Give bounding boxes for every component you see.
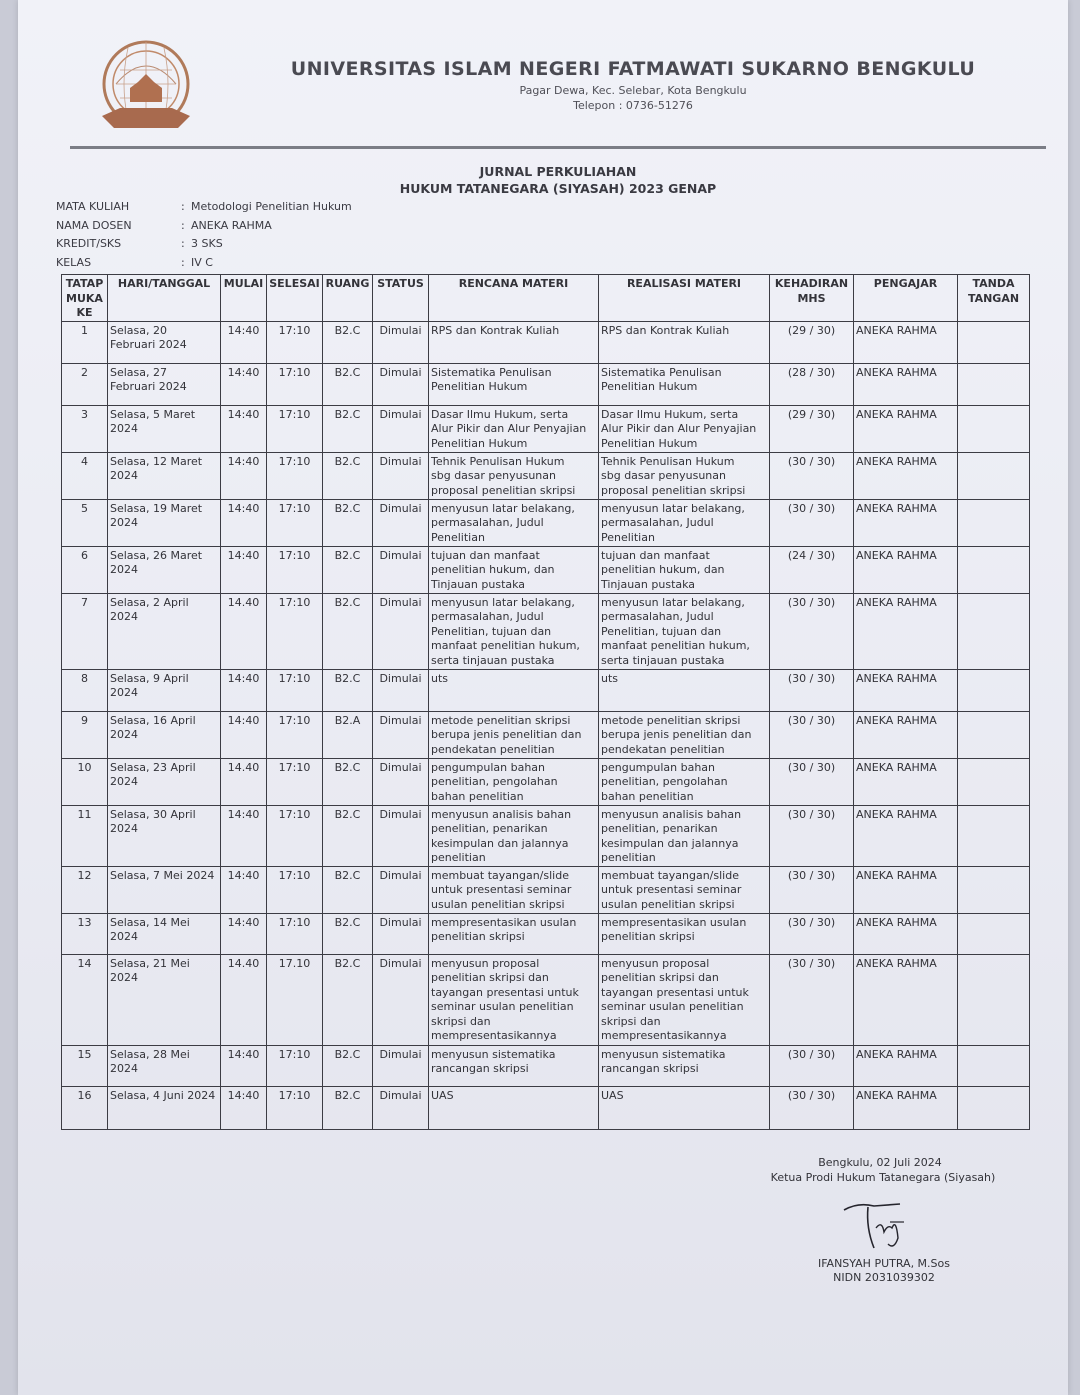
end-time-cell: 17:10 [267,669,323,711]
lecturer-cell: ANEKA RAHMA [854,913,958,954]
lecturer-cell: ANEKA RAHMA [854,546,958,593]
room-cell: B2.C [323,913,373,954]
status-cell: Dimulai [373,546,429,593]
status-cell: Dimulai [373,593,429,669]
table-row [62,866,1030,913]
start-time-cell: 14:40 [221,546,267,593]
meta-label: NAMA DOSEN [56,218,132,232]
meta-value: Metodologi Penelitian Hukum [191,200,352,213]
signature-place-date: Bengkulu, 02 Juli 2024 [818,1156,942,1169]
lecturer-cell: ANEKA RAHMA [854,405,958,452]
end-time-cell: 17:10 [267,866,323,913]
meta-row-lecturer [56,219,352,238]
attendance-cell: (30 / 30) [770,1086,854,1129]
status-cell: Dimulai [373,805,429,866]
lecturer-cell: ANEKA RAHMA [854,321,958,363]
end-time-cell: 17:10 [267,758,323,805]
column-header: SELESAI [267,275,323,322]
start-time-cell: 14:40 [221,711,267,758]
end-time-cell: 17:10 [267,1086,323,1129]
lecturer-cell: ANEKA RAHMA [854,593,958,669]
meeting-number-cell: 10 [62,758,108,805]
realized-material-cell: menyusun sistematika rancangan skripsi [599,1045,770,1086]
attendance-cell: (30 / 30) [770,954,854,1045]
lecture-journal-table-container [61,274,1030,1130]
attendance-cell: (30 / 30) [770,913,854,954]
room-cell: B2.C [323,805,373,866]
table-row [62,499,1030,546]
realized-material-cell: menyusun latar belakang, permasalahan, Judul Penelitian [599,499,770,546]
signature-cell-cell [958,805,1030,866]
table-row [62,1086,1030,1129]
planned-material-cell: RPS dan Kontrak Kuliah [429,321,599,363]
column-header: PENGAJAR [854,275,958,322]
meeting-number-cell: 12 [62,866,108,913]
room-cell: B2.C [323,1086,373,1129]
end-time-cell: 17:10 [267,913,323,954]
meta-separator: : [181,218,185,232]
attendance-cell: (30 / 30) [770,593,854,669]
table-row [62,669,1030,711]
attendance-cell: (30 / 30) [770,866,854,913]
table-row [62,321,1030,363]
meeting-date-cell: Selasa, 21 Mei 2024 [108,954,221,1045]
meeting-number-cell: 2 [62,363,108,405]
header-divider [70,146,1046,149]
table-row [62,546,1030,593]
signature-cell-cell [958,363,1030,405]
meeting-date-cell: Selasa, 2 April 2024 [108,593,221,669]
attendance-cell: (29 / 30) [770,405,854,452]
signature-cell-cell [958,321,1030,363]
start-time-cell: 14:40 [221,866,267,913]
realized-material-cell: RPS dan Kontrak Kuliah [599,321,770,363]
lecturer-cell: ANEKA RAHMA [854,711,958,758]
meeting-date-cell: Selasa, 30 April 2024 [108,805,221,866]
attendance-cell: (30 / 30) [770,499,854,546]
end-time-cell: 17:10 [267,405,323,452]
meeting-date-cell: Selasa, 23 April 2024 [108,758,221,805]
start-time-cell: 14:40 [221,452,267,499]
meeting-number-cell: 1 [62,321,108,363]
realized-material-cell: Sistematika Penulisan Penelitian Hukum [599,363,770,405]
signatory-nidn: NIDN 2031039302 [833,1271,935,1284]
column-header: TANDA TANGAN [958,275,1030,322]
start-time-cell: 14:40 [221,1045,267,1086]
signature-cell-cell [958,758,1030,805]
start-time-cell: 14:40 [221,1086,267,1129]
signature-cell-cell [958,954,1030,1045]
realized-material-cell: pengumpulan bahan penelitian, pengolahan bahan penelitian [599,758,770,805]
room-cell: B2.C [323,499,373,546]
meeting-date-cell: Selasa, 9 April 2024 [108,669,221,711]
meta-row-course [56,200,352,219]
start-time-cell: 14.40 [221,954,267,1045]
room-cell: B2.C [323,669,373,711]
status-cell: Dimulai [373,954,429,1045]
end-time-cell: 17:10 [267,499,323,546]
planned-material-cell: Tehnik Penulisan Hukum sbg dasar penyusunan proposal penelitian skripsi [429,452,599,499]
signature-cell-cell [958,866,1030,913]
meta-label: KELAS [56,255,92,269]
column-header: RENCANA MATERI [429,275,599,322]
meeting-number-cell: 9 [62,711,108,758]
signature-cell-cell [958,546,1030,593]
status-cell: Dimulai [373,866,429,913]
attendance-cell: (30 / 30) [770,1045,854,1086]
table-row [62,711,1030,758]
start-time-cell: 14:40 [221,321,267,363]
meta-separator: : [181,255,185,269]
attendance-cell: (29 / 30) [770,321,854,363]
table-row [62,954,1030,1045]
end-time-cell: 17:10 [267,452,323,499]
room-cell: B2.C [323,1045,373,1086]
attendance-cell: (30 / 30) [770,669,854,711]
room-cell: B2.A [323,711,373,758]
meeting-date-cell: Selasa, 20 Februari 2024 [108,321,221,363]
table-row [62,805,1030,866]
planned-material-cell: menyusun latar belakang, permasalahan, Judul Penelitian [429,499,599,546]
meeting-date-cell: Selasa, 27 Februari 2024 [108,363,221,405]
meeting-date-cell: Selasa, 4 Juni 2024 [108,1086,221,1129]
meeting-number-cell: 4 [62,452,108,499]
meta-value: IV C [191,255,213,269]
status-cell: Dimulai [373,363,429,405]
attendance-cell: (30 / 30) [770,758,854,805]
document-title: JURNAL PERKULIAHAN [479,164,637,179]
status-cell: Dimulai [373,405,429,452]
table-header-row [62,275,1030,322]
meeting-number-cell: 5 [62,499,108,546]
room-cell: B2.C [323,866,373,913]
lecturer-cell: ANEKA RAHMA [854,805,958,866]
planned-material-cell: metode penelitian skripsi berupa jenis penelitian dan pendekatan penelitian [429,711,599,758]
room-cell: B2.C [323,546,373,593]
meeting-number-cell: 15 [62,1045,108,1086]
attendance-cell: (30 / 30) [770,711,854,758]
table-row [62,593,1030,669]
column-header: HARI/TANGGAL [108,275,221,322]
realized-material-cell: menyusun proposal penelitian skripsi dan tayangan presentasi untuk seminar usulan penelitian skripsi dan mempresentasikannya [599,954,770,1045]
meta-separator: : [181,200,185,213]
meta-label: MATA KULIAH [56,200,130,213]
realized-material-cell: membuat tayangan/slide untuk presentasi seminar usulan penelitian skripsi [599,866,770,913]
room-cell: B2.C [323,405,373,452]
column-header: RUANG [323,275,373,322]
start-time-cell: 14:40 [221,805,267,866]
realized-material-cell: UAS [599,1086,770,1129]
status-cell: Dimulai [373,452,429,499]
start-time-cell: 14:40 [221,669,267,711]
end-time-cell: 17:10 [267,805,323,866]
status-cell: Dimulai [373,499,429,546]
lecturer-cell: ANEKA RAHMA [854,1086,958,1129]
end-time-cell: 17.10 [267,954,323,1045]
room-cell: B2.C [323,321,373,363]
signature-cell-cell [958,669,1030,711]
table-row [62,1045,1030,1086]
meeting-number-cell: 3 [62,405,108,452]
column-header: TATAP MUKA KE [62,275,108,322]
end-time-cell: 17:10 [267,1045,323,1086]
status-cell: Dimulai [373,711,429,758]
planned-material-cell: menyusun analisis bahan penelitian, penarikan kesimpulan dan jalannya penelitian [429,805,599,866]
meeting-number-cell: 16 [62,1086,108,1129]
lecturer-cell: ANEKA RAHMA [854,1045,958,1086]
column-header: MULAI [221,275,267,322]
attendance-cell: (24 / 30) [770,546,854,593]
column-header: KEHADIRAN MHS [770,275,854,322]
start-time-cell: 14:40 [221,499,267,546]
start-time-cell: 14:40 [221,363,267,405]
realized-material-cell: mempresentasikan usulan penelitian skripsi [599,913,770,954]
table-row [62,913,1030,954]
signature-position: Ketua Prodi Hukum Tatanegara (Siyasah) [770,1171,996,1184]
table-row [62,405,1030,452]
university-logo-icon [90,38,202,138]
room-cell: B2.C [323,593,373,669]
end-time-cell: 17:10 [267,363,323,405]
planned-material-cell: menyusun proposal penelitian skripsi dan tayangan presentasi untuk seminar usulan penelitian skripsi dan mempresentasikannya [429,954,599,1045]
end-time-cell: 17:10 [267,711,323,758]
attendance-cell: (30 / 30) [770,805,854,866]
meta-row-class [56,256,352,275]
room-cell: B2.C [323,758,373,805]
signature-cell-cell [958,593,1030,669]
status-cell: Dimulai [373,669,429,711]
course-info [56,200,352,274]
signature-cell-cell [958,1086,1030,1129]
meeting-date-cell: Selasa, 7 Mei 2024 [108,866,221,913]
signature-cell-cell [958,452,1030,499]
signature-cell-cell [958,913,1030,954]
attendance-cell: (30 / 30) [770,452,854,499]
realized-material-cell: Tehnik Penulisan Hukum sbg dasar penyusunan proposal penelitian skripsi [599,452,770,499]
realized-material-cell: metode penelitian skripsi berupa jenis penelitian dan pendekatan penelitian [599,711,770,758]
status-cell: Dimulai [373,321,429,363]
start-time-cell: 14.40 [221,758,267,805]
planned-material-cell: membuat tayangan/slide untuk presentasi seminar usulan penelitian skripsi [429,866,599,913]
signature-cell-cell [958,1045,1030,1086]
lecturer-cell: ANEKA RAHMA [854,669,958,711]
room-cell: B2.C [323,452,373,499]
signatory-name: IFANSYAH PUTRA, M.Sos [817,1257,950,1270]
meeting-date-cell: Selasa, 26 Maret 2024 [108,546,221,593]
planned-material-cell: pengumpulan bahan penelitian, pengolahan bahan penelitian [429,758,599,805]
meeting-number-cell: 11 [62,805,108,866]
lecturer-cell: ANEKA RAHMA [854,866,958,913]
meta-row-credits [56,237,352,256]
planned-material-cell: Dasar Ilmu Hukum, serta Alur Pikir dan Alur Penyajian Penelitian Hukum [429,405,599,452]
attendance-cell: (28 / 30) [770,363,854,405]
signature-cell-cell [958,499,1030,546]
meeting-date-cell: Selasa, 14 Mei 2024 [108,913,221,954]
planned-material-cell: uts [429,669,599,711]
lecturer-cell: ANEKA RAHMA [854,954,958,1045]
column-header: REALISASI MATERI [599,275,770,322]
meta-separator: : [181,237,185,250]
status-cell: Dimulai [373,758,429,805]
end-time-cell: 17:10 [267,593,323,669]
document-subtitle: HUKUM TATANEGARA (SIYASAH) 2023 GENAP [399,181,717,196]
planned-material-cell: tujuan dan manfaat penelitian hukum, dan Tinjauan pustaka [429,546,599,593]
meeting-number-cell: 13 [62,913,108,954]
status-cell: Dimulai [373,1045,429,1086]
planned-material-cell: UAS [429,1086,599,1129]
table-row [62,452,1030,499]
end-time-cell: 17:10 [267,546,323,593]
table-row [62,758,1030,805]
planned-material-cell: Sistematika Penulisan Penelitian Hukum [429,363,599,405]
meeting-date-cell: Selasa, 5 Maret 2024 [108,405,221,452]
meeting-date-cell: Selasa, 28 Mei 2024 [108,1045,221,1086]
meeting-number-cell: 6 [62,546,108,593]
meeting-date-cell: Selasa, 19 Maret 2024 [108,499,221,546]
meta-value: ANEKA RAHMA [191,218,272,232]
status-cell: Dimulai [373,913,429,954]
meeting-number-cell: 7 [62,593,108,669]
university-phone: Telepon : 0736-51276 [573,99,693,112]
realized-material-cell: Dasar Ilmu Hukum, serta Alur Pikir dan Alur Penyajian Penelitian Hukum [599,405,770,452]
signature-cell-cell [958,711,1030,758]
lecture-journal-table [61,274,1030,1130]
meeting-date-cell: Selasa, 12 Maret 2024 [108,452,221,499]
realized-material-cell: menyusun analisis bahan penelitian, penarikan kesimpulan dan jalannya penelitian [599,805,770,866]
planned-material-cell: menyusun sistematika rancangan skripsi [429,1045,599,1086]
table-row [62,363,1030,405]
university-address: Pagar Dewa, Kec. Selebar, Kota Bengkulu [519,84,747,97]
end-time-cell: 17:10 [267,321,323,363]
start-time-cell: 14:40 [221,913,267,954]
column-header: STATUS [373,275,429,322]
handwritten-signature-icon [838,1198,910,1256]
planned-material-cell: mempresentasikan usulan penelitian skripsi [429,913,599,954]
realized-material-cell: uts [599,669,770,711]
lecturer-cell: ANEKA RAHMA [854,499,958,546]
lecturer-cell: ANEKA RAHMA [854,363,958,405]
meeting-number-cell: 8 [62,669,108,711]
meeting-number-cell: 14 [62,954,108,1045]
start-time-cell: 14:40 [221,405,267,452]
meta-value: 3 SKS [191,237,223,250]
lecturer-cell: ANEKA RAHMA [854,758,958,805]
meta-label: KREDIT/SKS [56,237,122,250]
lecturer-cell: ANEKA RAHMA [854,452,958,499]
status-cell: Dimulai [373,1086,429,1129]
signature-cell-cell [958,405,1030,452]
room-cell: B2.C [323,954,373,1045]
planned-material-cell: menyusun latar belakang, permasalahan, Judul Penelitian, tujuan dan manfaat penelitian hukum, serta tinjauan pustaka [429,593,599,669]
realized-material-cell: tujuan dan manfaat penelitian hukum, dan Tinjauan pustaka [599,546,770,593]
start-time-cell: 14.40 [221,593,267,669]
university-name: UNIVERSITAS ISLAM NEGERI FATMAWATI SUKARNO BENGKULU [290,58,976,80]
room-cell: B2.C [323,363,373,405]
realized-material-cell: menyusun latar belakang, permasalahan, Judul Penelitian, tujuan dan manfaat penelitian hukum, serta tinjauan pustaka [599,593,770,669]
meeting-date-cell: Selasa, 16 April 2024 [108,711,221,758]
